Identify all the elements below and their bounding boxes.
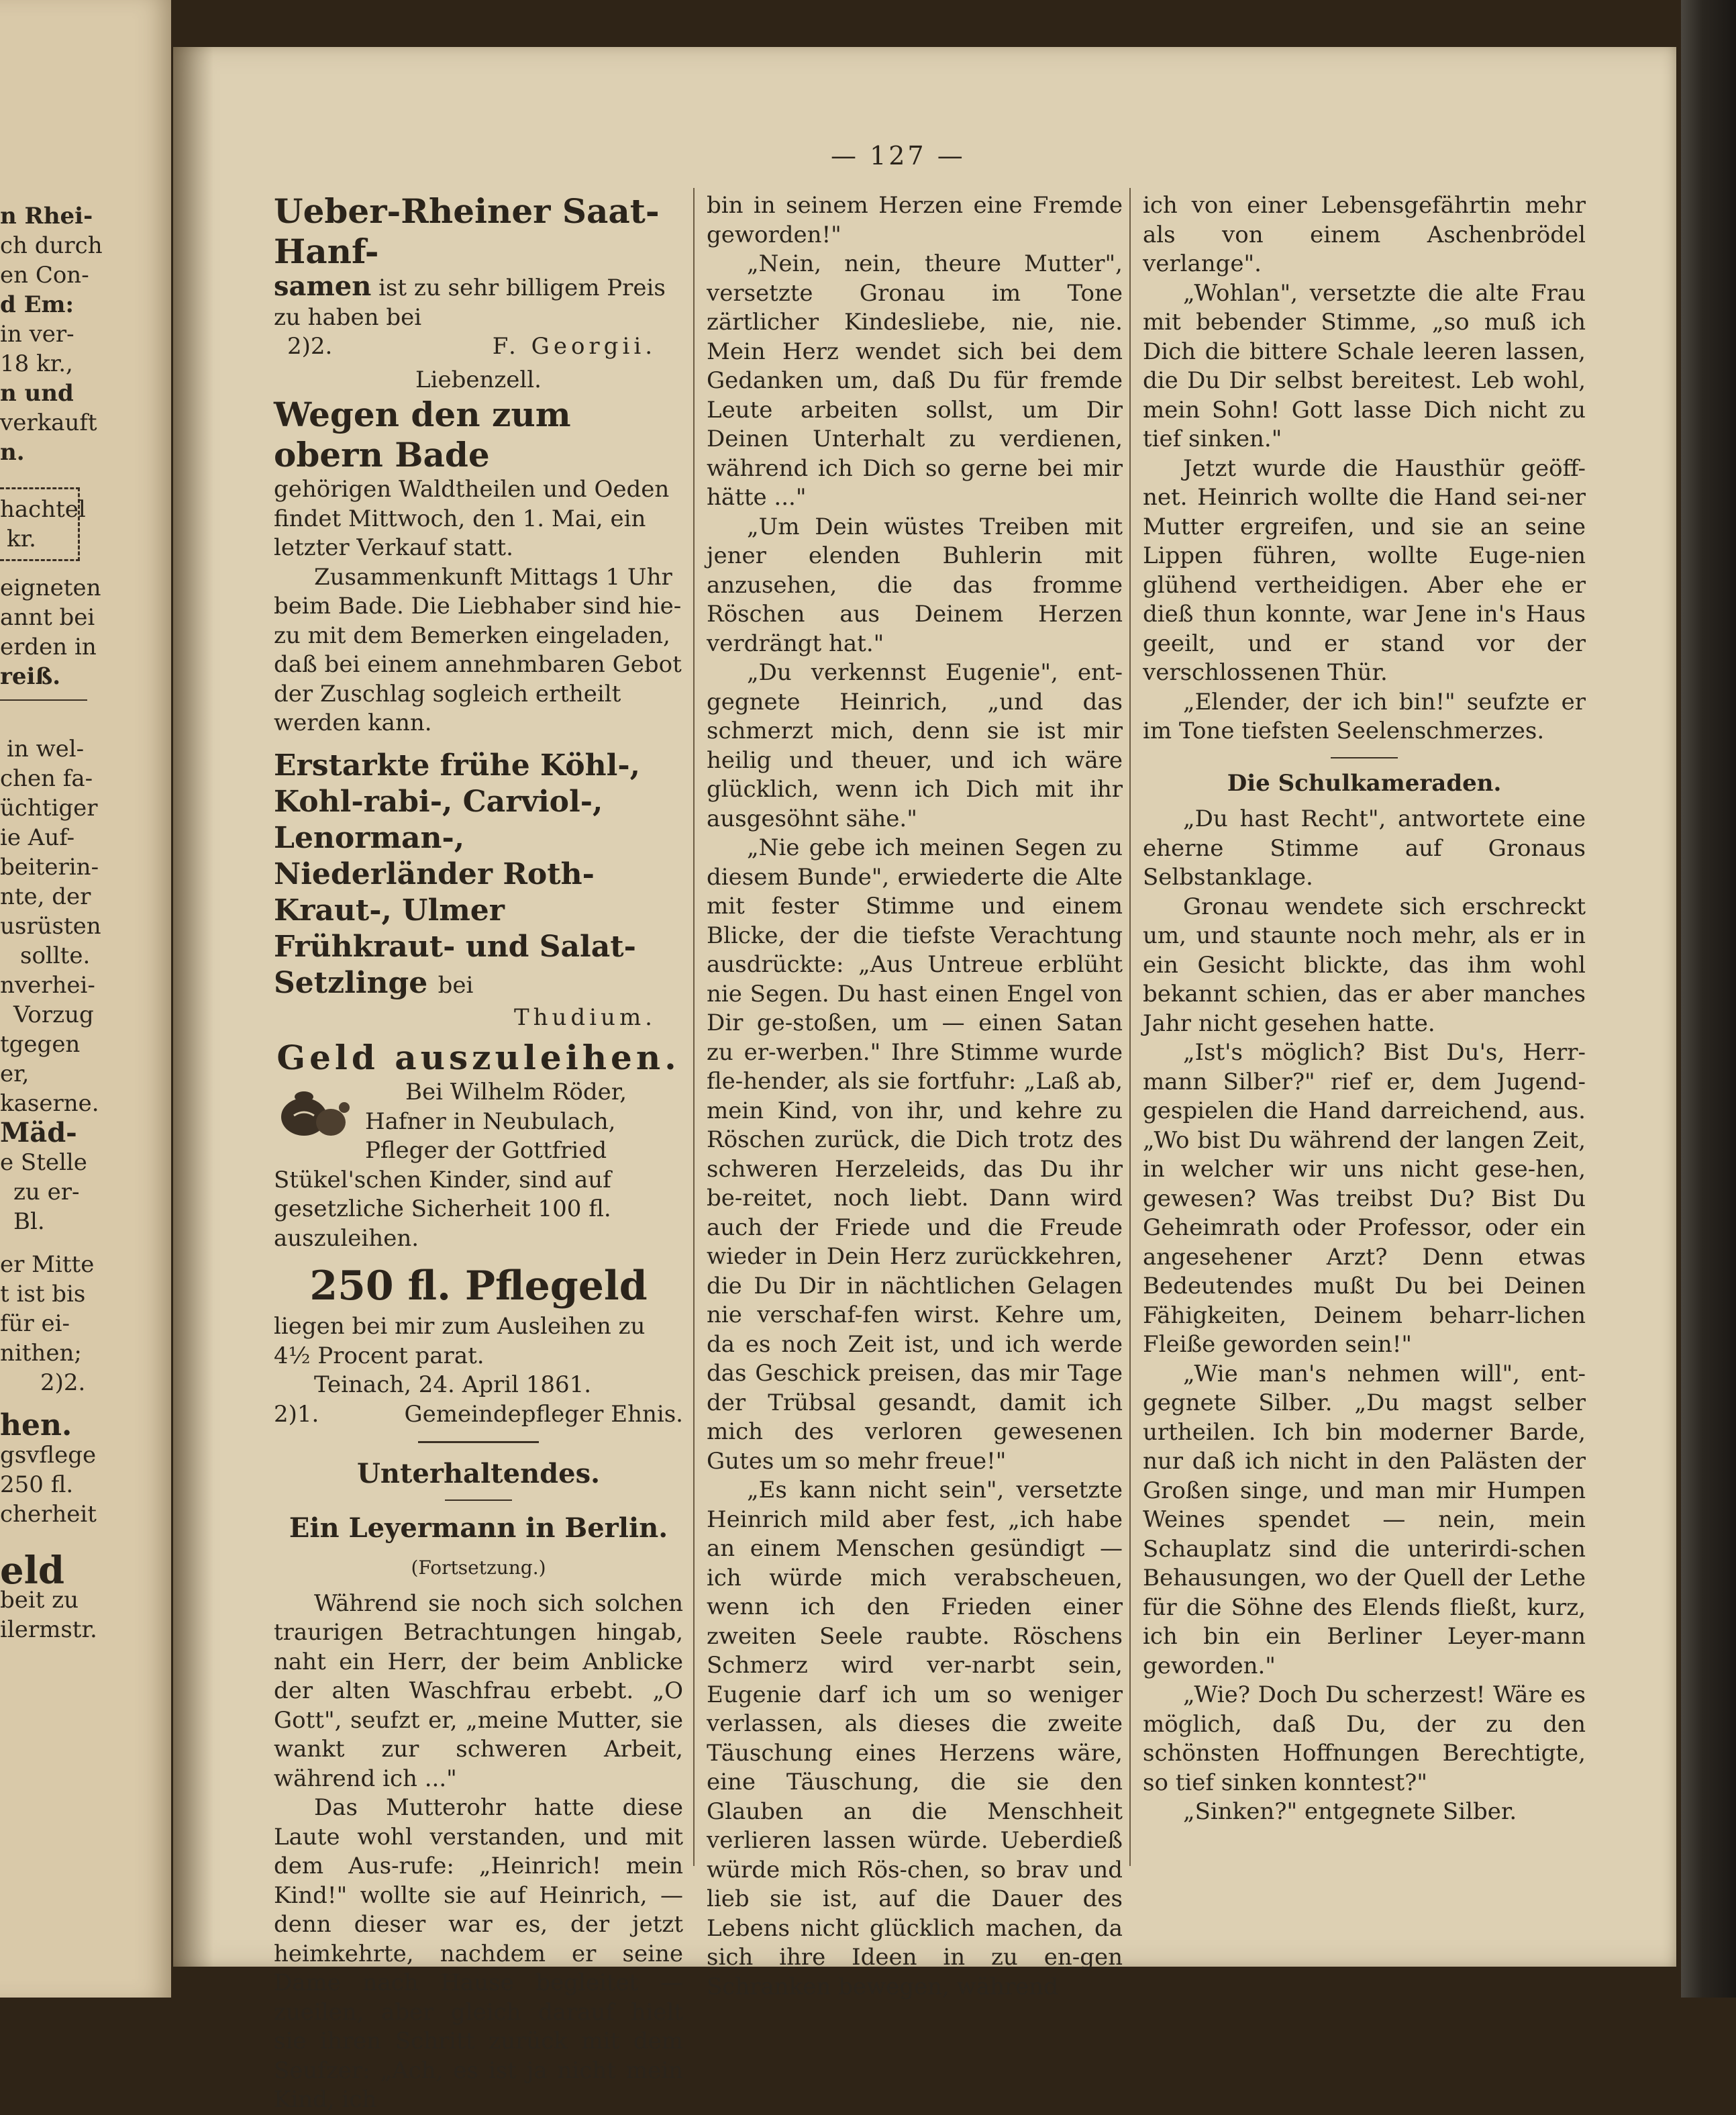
left-line: ch durch xyxy=(0,232,103,259)
ad-place: Teinach, 24. April 1861. xyxy=(314,1371,592,1398)
left-line: beiterin- xyxy=(0,854,99,881)
paragraph: „Wie man's nehmen will", ent-gegnete Silber. „Du magst selber urtheilen. Ich bin moderner Barde, nur daß ich nicht in den Palästen der Großen singe, und man mir Humpen Weines spendet — nein, mein Schauplatz sind die unterirdi-schen Behausungen, wo der Quell der Lethe für die Söhne des Elends fließt, kurz, ich bin ein Berliner Leyer-mann geworden." xyxy=(1143,1360,1586,1679)
column-2 xyxy=(707,191,1123,2002)
left-line: 250 fl. xyxy=(0,1471,74,1498)
right-page xyxy=(173,47,1676,2113)
left-line: beit zu xyxy=(0,1587,79,1614)
left-line: sollte. xyxy=(20,942,91,969)
left-line: Bl. xyxy=(13,1208,45,1235)
left-line: zu er- xyxy=(13,1179,80,1206)
paragraph: „Ist's möglich? Bist Du's, Herr-mann Silber?" rief er, dem Jugend-gespielen die Hand darreichend, aus. „Wo bist Du während der langen Zeit, in welcher wir uns nicht gese-hen, gewesen? Was treibst Du? Bist Du Geheimrath oder Professor, oder ein angesehener Arzt? Denn etwas Bedeutendes mußt Du bei Deinen Fähigkeiten, Deinem beharr-lichen Fleiße geworden sein!" xyxy=(1143,1039,1586,1358)
column-rule xyxy=(1129,188,1131,1866)
ad-block xyxy=(274,1078,683,1253)
paragraph: „Du hast Recht", antwortete eine eherne Stimme auf Gronaus Selbstanklage. xyxy=(1143,805,1586,891)
left-line: er Mitte xyxy=(0,1251,95,1278)
paragraph: „Um Dein wüstes Treiben mit jener elenden Buhlerin mit anzusehen, die das fromme Röschen aus Deinem Herzen verdrängt hat." xyxy=(707,513,1123,657)
paragraph: „Es kann nicht sein", versetzte Heinrich mild aber fest, „ich habe an einem Menschen gesündigt — ich würde mich verabscheuen, wenn ich den Frieden einer zweiten Seele raubte. Röschens Schmerz wird ver-narbt sein, Eugenie darf ich um so weniger verlassen, als dieses die zweite Täuschung eines Herzens wäre, eine Täuschung, die sie den Glauben an die Menschheit verlieren lassen würde. Ueberdieß würde mich Rös-chen, so brav und lieb sie ist, auf die Dauer des Lebens nicht glücklich machen, da sich ihre Ideen in zu en-gen Schranken bewegen, während xyxy=(707,1477,1123,2000)
ad-signature: F. Georgii. xyxy=(492,333,656,360)
left-line: ie Auf- xyxy=(0,824,75,851)
column-rule xyxy=(693,188,695,1866)
left-line: nverhei- xyxy=(0,972,95,999)
left-line: reiß. xyxy=(0,663,61,690)
left-line: n und xyxy=(0,380,74,407)
ad-sig-num: 2)2. xyxy=(287,333,333,360)
left-page-text xyxy=(0,201,161,1644)
left-page-fragment xyxy=(0,0,171,1998)
story-subtitle: (Fortsetzung.) xyxy=(411,1557,546,1579)
left-line: verkauft xyxy=(0,409,97,436)
left-line: chen fa- xyxy=(0,765,93,792)
left-line: gsvflege xyxy=(0,1442,97,1469)
left-line: in ver- xyxy=(0,321,74,348)
left-line: nithen; xyxy=(0,1340,82,1367)
left-line: e Stelle xyxy=(0,1149,87,1176)
left-line: üchtiger xyxy=(0,795,98,822)
ad-signature: Thudium. xyxy=(513,1003,656,1031)
left-line: Vorzug xyxy=(13,1001,94,1028)
ad-title: Wegen den zum obern Bade xyxy=(274,395,571,475)
left-line: n. xyxy=(0,439,25,466)
ad-sig-num: 2)1. xyxy=(274,1400,319,1428)
ad-place: Liebenzell. xyxy=(415,366,542,393)
ad-title-cont: samen xyxy=(274,270,372,302)
left-line: n Rhei- xyxy=(0,203,93,230)
paragraph: „Wie? Doch Du scherzest! Wäre es möglich, daß Du, der zu den schönsten Hoffnungen Berechtigte, so tief sinken konntest?" xyxy=(1143,1681,1586,1796)
paragraph: ich von einer Lebensgefährtin mehr als von einem Aschenbrödel verlange". xyxy=(1143,192,1586,277)
left-line: hachtel xyxy=(0,496,86,523)
left-line: kaserne. xyxy=(0,1090,99,1117)
section-heading: Die Schulkameraden. xyxy=(1227,769,1502,797)
left-line: in wel- xyxy=(7,736,85,763)
ad-title: Geld auszuleihen. xyxy=(276,1038,680,1077)
ad-title: Ueber-Rheiner Saat-Hanf- xyxy=(274,191,660,271)
divider xyxy=(1331,757,1398,758)
left-line: cherheit xyxy=(0,1501,97,1528)
divider xyxy=(445,1499,512,1501)
left-line: eld xyxy=(0,1548,65,1593)
ad-text: bei xyxy=(438,971,474,999)
paragraph: Das Mutterohr hatte diese Laute wohl verstanden, und mit dem Aus-rufe: „Heinrich! mein Kind!" wollte sie auf Heinrich, — denn dieser war es, der jetzt heimkehrte, nachdem er seine Dame nach Hause begleitet — zueilen, aber gleich darauf hielt sie ihren Schritt zurück mit dem Seufzer: „Ach, es ist ja nicht mein Kind, ich xyxy=(274,1794,683,2113)
left-line: 2)2. xyxy=(40,1369,86,1396)
ad-text: Zusammenkunft Mittags 1 Uhr beim Bade. Die Liebhaber sind hie-zu mit dem Bemerken eingeladen, daß bei einem annehmbaren Gebot der Zuschlag sogleich ertheilt werden kann. xyxy=(274,563,682,736)
paragraph: bin in seinem Herzen eine Fremde geworden!" xyxy=(707,192,1123,248)
left-line: erden in xyxy=(0,634,97,660)
money-bag-icon xyxy=(274,1082,354,1142)
left-line: kr. xyxy=(7,526,36,552)
paragraph: „Elender, der ich bin!" seufzte er im Tone tiefsten Seelenschmerzes. xyxy=(1143,688,1586,744)
paragraph: Gronau wendete sich erschreckt um, und staunte noch mehr, als er in ein Gesicht blickte, das ihm wohl bekannt schien, das er aber manches Jahr nicht gesehen hatte. xyxy=(1143,893,1586,1037)
paragraph: „Du verkennst Eugenie", ent-gegnete Heinrich, „und das schmerzt mich, denn sie ist mir heilig und theuer, und ich wäre glücklich, wenn ich Dich mit ihr ausgesöhnt sähe." xyxy=(707,659,1123,832)
left-line: usrüsten xyxy=(0,913,101,940)
section-heading: Unterhaltendes. xyxy=(356,1458,601,1489)
story-title: Ein Leyermann in Berlin. xyxy=(289,1512,668,1544)
ad-text: Bei Wilhelm Röder, Hafner in Neubulach, Pfleger der Gottfried Stükel'schen Kinder, sind auf gesetzliche Sicherheit 100 fl. auszuleihen. xyxy=(274,1079,627,1252)
paragraph: Jetzt wurde die Hausthür geöff-net. Heinrich wollte die Hand sei-ner Mutter ergreifen, und sie an seine Lippen führen, wollte Euge-nien glühend vertheidigen. Aber ehe er dieß thun konnte, war Jene in's Haus geeilt, und er stand vor der verschlossenen Thür. xyxy=(1143,454,1586,686)
ad-title: 250 fl. Pflegeld xyxy=(309,1263,648,1310)
paragraph: Während sie noch sich solchen traurigen Betrachtungen hingab, naht ein Herr, der beim Anblicke der alten Waschfrau erbebt. „O Gott", seufzt er, „meine Mutter, sie wankt zur schweren Arbeit, während ich ..." xyxy=(274,1589,683,1792)
left-line: t ist bis xyxy=(0,1281,86,1308)
left-line: Mäd- xyxy=(0,1117,77,1148)
left-line: tgegen xyxy=(0,1031,81,1058)
paragraph: „Nie gebe ich meinen Segen zu diesem Bunde", erwiederte die Alte mit fester Stimme und einem Blicke, der die tiefste Verachtung ausdrückte: „Aus Untreue erblüht nie Segen. Du hast einen Engel von Dir ge-stoßen, um — einen Satan zu er-werben." Ihre Stimme wurde fle-hender, als sie fortfuhr: „Laß ab, mein Kind, von ihr, und kehre zu Röschen zurück, die Dich trotz des schweren Herzeleids, das Du ihr be-reitet, noch liebt. Dann wird auch der Friede und die Freude wieder in Dein Herz zurückkehren, die Du Dir in nächtlichen Gelagen nie verschaf-fen wirst. Kehre um, da es noch Zeit ist, und ich werde das Geschick preisen, das mir Tage der Trübsal gesandt, damit ich mich des verloren gewesenen Gutes um so mehr freue!" xyxy=(707,834,1123,1475)
gutter-shadow xyxy=(173,47,213,1967)
left-line: 18 kr., xyxy=(0,350,73,377)
left-line: d Em: xyxy=(0,291,74,318)
paragraph: „Nein, nein, theure Mutter", versetzte Gronau im Tone zärtlicher Kindesliebe, nie, nie. Mein Herz wendet sich bei dem Gedanken um, daß Du für fremde Leute arbeiten sollst, um Dir Deinen Unterhalt zu verdienen, während ich Dich so gerne bei mir hätte ..." xyxy=(707,250,1123,511)
ad-title: Erstarkte frühe Köhl-, Kohl-rabi-, Carviol-, Lenorman-, Niederländer Roth-Kraut-, Ulmer Frühkraut- und Salat-Setzlinge xyxy=(274,748,640,1000)
column-1 xyxy=(274,191,683,2115)
ad-text: liegen bei mir zum Ausleihen zu 4½ Procent parat. xyxy=(274,1313,646,1369)
left-line: en Con- xyxy=(0,262,89,289)
left-line: ilermstr. xyxy=(0,1616,97,1643)
divider xyxy=(0,699,87,701)
page-number: — 127 — xyxy=(831,141,966,170)
ad-signature: Gemeindepfleger Ehnis. xyxy=(404,1400,683,1428)
left-line: nte, der xyxy=(0,883,91,910)
paragraph: „Wohlan", versetzte die alte Frau mit bebender Stimme, „so muß ich Dich die bittere Schale leeren lassen, die Du Dir selbst bereitest. Leb wohl, mein Sohn! Gott lasse Dich nicht zu tief sinken." xyxy=(1143,279,1586,452)
section-divider xyxy=(418,1441,539,1443)
boxed-ad-fragment xyxy=(0,487,86,561)
left-line: eigneten xyxy=(0,575,101,601)
ad-text: ist zu sehr billigem Preis zu haben bei xyxy=(274,275,666,331)
left-line: er, xyxy=(0,1061,30,1087)
book-spine xyxy=(1681,0,1736,1998)
column-3 xyxy=(1143,191,1586,1827)
left-line: annt bei xyxy=(0,604,95,631)
left-line: für ei- xyxy=(0,1310,70,1337)
ad-text: gehörigen Waldtheilen und Oeden findet Mittwoch, den 1. Mai, ein letzter Verkauf statt. xyxy=(274,476,670,561)
left-line: hen. xyxy=(0,1408,72,1442)
paragraph: „Sinken?" entgegnete Silber. xyxy=(1183,1798,1517,1825)
